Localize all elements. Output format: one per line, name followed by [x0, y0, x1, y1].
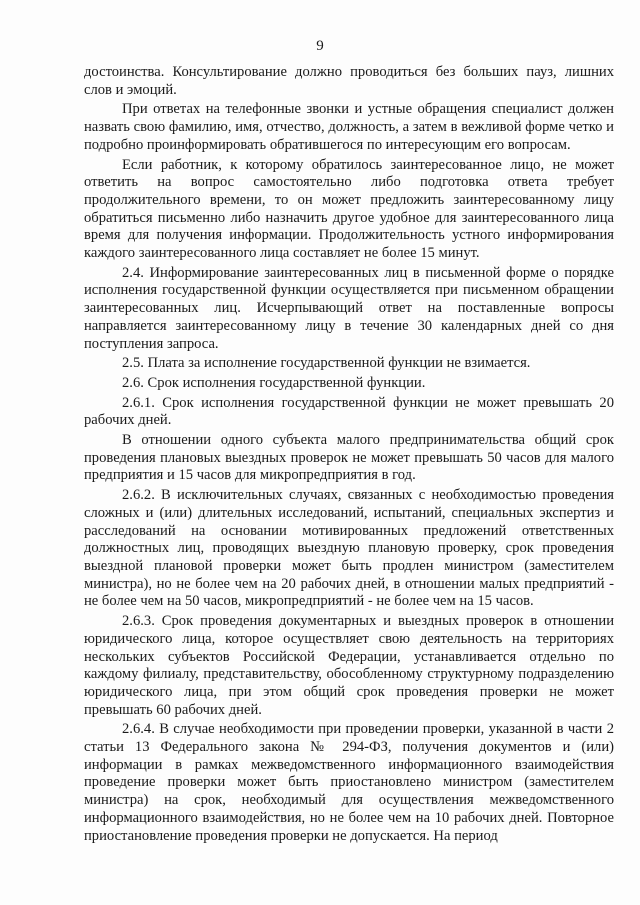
paragraph-2-6-3-multi-region: 2.6.3. Срок проведения документарных и выездных проверок в отношении юридического лица, которое осуществляет свою деятельность на территориях нескольких субъектов Российской Федерации, устанавливается отдельно по каждому филиалу, представительству, обособленному структурному подразделению юридического лица, при этом общий срок проведения проверки не может превышать 60 рабочих дней. [84, 613, 614, 718]
paragraph-2-5-no-fee: 2.5. Плата за исполнение государственной функции не взимается. [122, 355, 531, 372]
paragraph-unable-to-answer: Если работник, к которому обратилось заинтересованное лицо, не может ответить на вопрос самостоятельно либо подготовка ответа требует продолжительного времени, то он может предложить заинтересованному лицу обратиться письменно либо назначить другое удобное для заинтересованного лица время для получения информации. Продолжительность устного информирования каждого заинтересованного лица составляет не более 15 минут. [84, 156, 614, 262]
paragraph-2-4-written-informing: 2.4. Информирование заинтересованных лиц в письменной форме о порядке исполнения государственной функции осуществляется при письменном обращении заинтересованных лиц. Исчерпывающий ответ на поставленные вопросы направляется заинтересованному лицу в течение 30 календарных дней со дня поступления запроса. [84, 264, 614, 352]
paragraph-2-6-4-suspension: 2.6.4. В случае необходимости при проведении проверки, указанной в части 2 статьи 13 Федерального закона № 294-ФЗ, получения документов и (или) информации в рамках межведомственного информационного взаимодействия проведение проверки может быть приостановлено министром (заместителем министра) на срок, необходимый для осуществления межведомственного информационного взаимодействия, но не более чем на 10 рабочих дней. Повторное приостановление проведения проверки не допускается. На период [84, 721, 614, 844]
paragraph-2-6-2-extension: 2.6.2. В исключительных случаях, связанных с необходимостью проведения сложных и (или) длительных исследований, испытаний, специальных экспертиз и расследований на основании мотивированных предложений ответственных должностных лиц, проводящих выездную плановую проверку, срок проведения выездной плановой проверки может быть продлен министром (заместителем министра), но не более чем на 20 рабочих дней, в отношении малых предприятий - не более чем на 50 часов, микропредприятий - не более чем на 15 часов. [84, 487, 614, 610]
page-number: 9 [316, 38, 324, 54]
paragraph-2-6-term: 2.6. Срок исполнения государственной функции. [122, 374, 426, 391]
document-body [84, 64, 614, 847]
paragraph-consulting-continuation: достоинства. Консультирование должно проводиться без больших пауз, лишних слов и эмоций. [84, 64, 614, 98]
paragraph-phone-answers: При ответах на телефонные звонки и устные обращения специалист должен назвать свою фамилию, имя, отчество, должность, а затем в вежливой форме четко и подробно проинформировать обратившегося по интересующим его вопросам. [84, 101, 614, 153]
paragraph-small-business-limit: В отношении одного субъекта малого предпринимательства общий срок проведения плановых выездных проверок не может превышать 50 часов для малого предприятия и 15 часов для микропредприятия в год. [84, 432, 614, 484]
paragraph-2-6-1-term-limit: 2.6.1. Срок исполнения государственной функции не может превышать 20 рабочих дней. [84, 394, 614, 429]
